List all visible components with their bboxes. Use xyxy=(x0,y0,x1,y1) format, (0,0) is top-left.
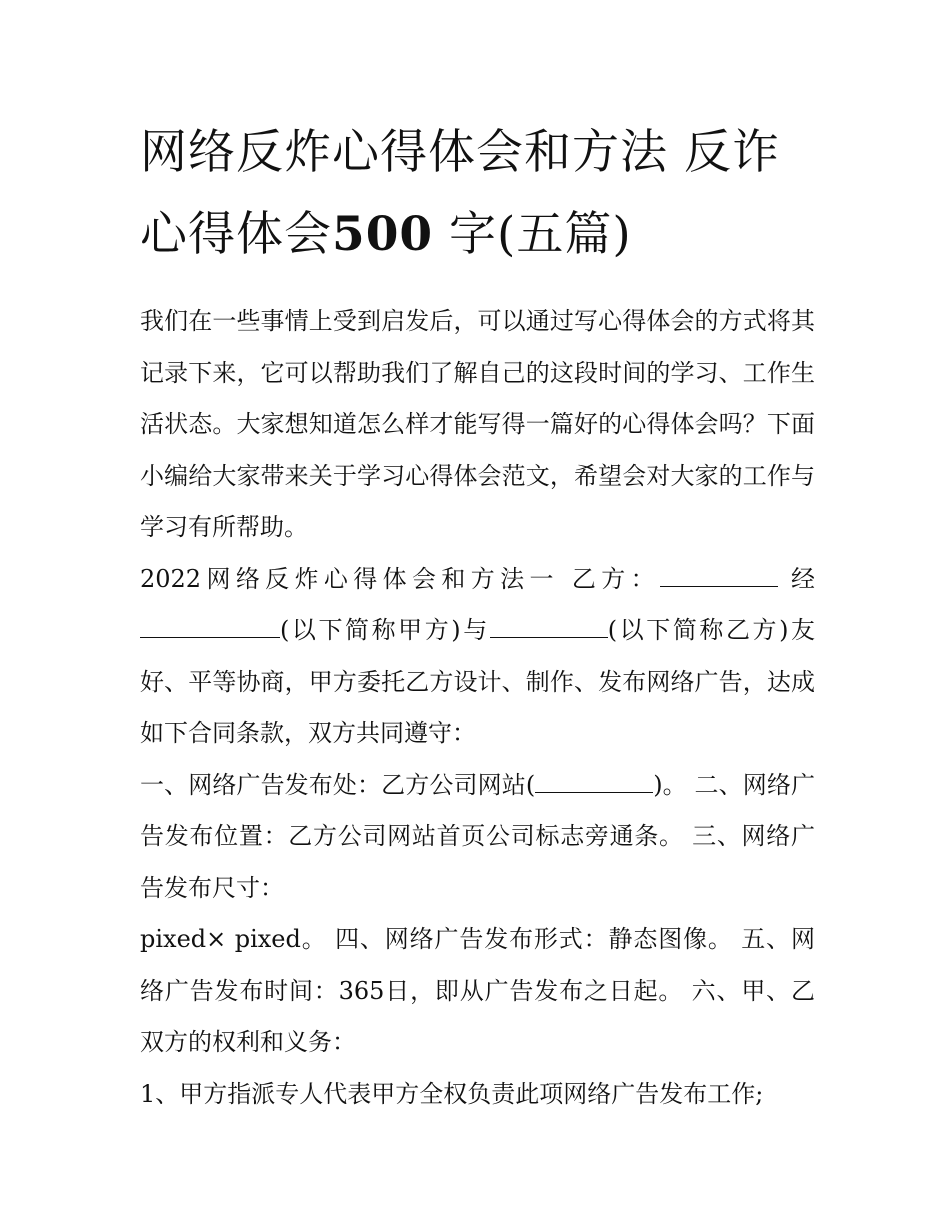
clause-paragraph: pixed× pixed。 四、网络广告发布形式：静态图像。 五、网络广告发布时间：365日，即从广告发布之日起。 六、甲、乙双方的权利和义务： xyxy=(140,925,815,1056)
title-number: 500 xyxy=(332,207,434,262)
document-title xyxy=(140,112,815,276)
blank-line xyxy=(140,615,280,638)
clause-text: 一、网络广告发布处：乙方公司网站( xyxy=(140,770,536,799)
intro-paragraph: 我们在一些事情上受到启发后，可以通过写心得体会的方式将其记录下来，它可以帮助我们了解自己的这段时间的学习、工作生活状态。大家想知道怎么样才能写得一篇好的心得体会吗？下面小编给大家带来关于学习心得体会范文，希望会对大家的工作与学习有所帮助。 xyxy=(140,307,815,541)
document-page xyxy=(140,112,815,1120)
title-text: 网络反炸心得体会和方法 反诈心得体会 xyxy=(140,125,780,262)
contract-text: (以下简称乙方)友好、平等协商，甲方委托乙方设计、制作、发布网络广告，达成如下合同条款，双方共同遵守： xyxy=(140,616,815,747)
title-suffix: 字(五篇) xyxy=(433,207,632,262)
blank-line xyxy=(535,770,653,793)
contract-paragraph xyxy=(140,554,815,760)
clause-paragraph xyxy=(140,760,815,915)
clause-paragraph: 1、甲方指派专人代表甲方全权负责此项网络广告发布工作; xyxy=(140,1079,764,1108)
contract-text: (以下简称甲方)与 xyxy=(280,616,490,644)
contract-heading: 2022网络反炸心得体会和方法一 乙方： xyxy=(140,564,660,593)
clause-text: )。 二、网络广告发布位置：乙方公司网站首页公司标志旁通条。 三、网络广告发布尺寸： xyxy=(140,770,815,902)
blank-line xyxy=(660,564,778,587)
blank-line xyxy=(490,615,608,638)
contract-text: 经 xyxy=(790,564,815,593)
